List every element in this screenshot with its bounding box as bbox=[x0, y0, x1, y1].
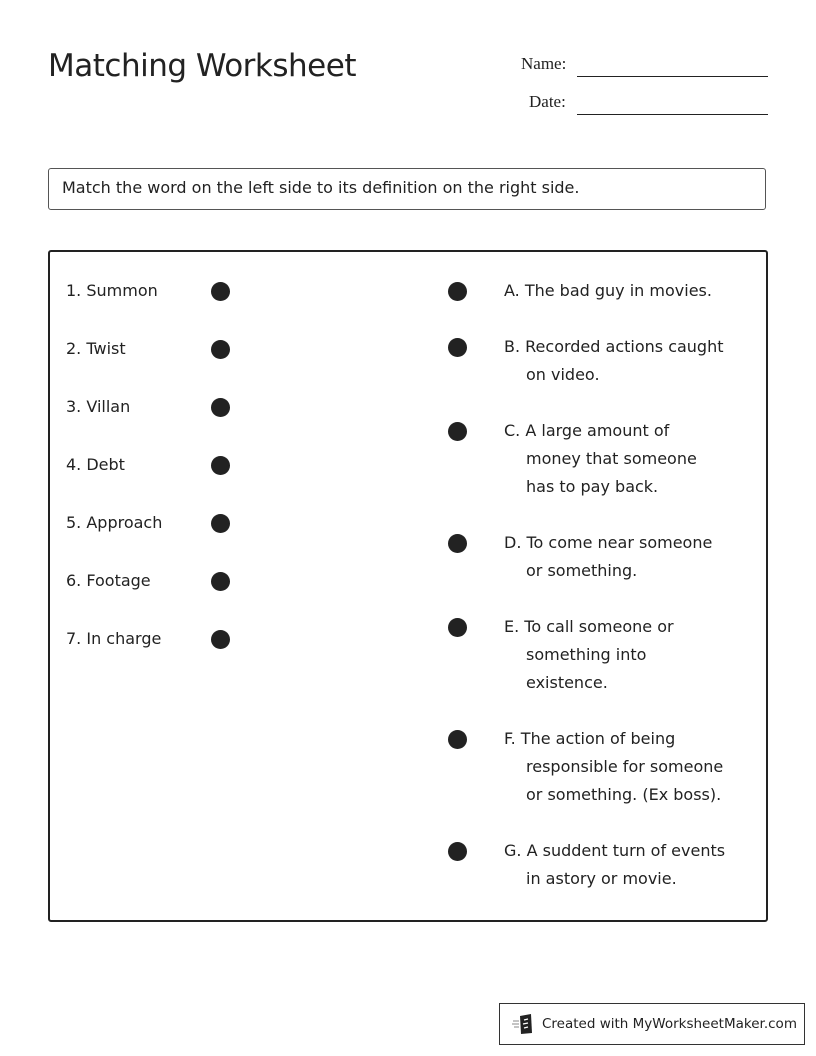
word-item: 5. Approach bbox=[66, 513, 163, 532]
definition-match-dot[interactable] bbox=[448, 422, 467, 441]
definition-line: in astory or movie. bbox=[526, 869, 677, 888]
definition-line: responsible for someone bbox=[526, 757, 724, 776]
definition-line: C. A large amount of bbox=[504, 421, 670, 440]
word-match-dot[interactable] bbox=[211, 630, 230, 649]
definition-item bbox=[504, 333, 724, 389]
definition-item bbox=[504, 613, 674, 697]
word-match-dot[interactable] bbox=[211, 572, 230, 591]
instructions: Match the word on the left side to its definition on the right side. bbox=[48, 168, 766, 210]
definition-match-dot[interactable] bbox=[448, 842, 467, 861]
definition-line: has to pay back. bbox=[526, 477, 659, 496]
footer-text: Created with MyWorksheetMaker.com bbox=[542, 1016, 797, 1032]
worksheet-maker-logo-icon bbox=[512, 1013, 534, 1035]
definition-item bbox=[504, 837, 725, 893]
definition-item bbox=[504, 417, 697, 501]
definition-line: something into bbox=[526, 645, 647, 664]
name-label: Name: bbox=[521, 54, 567, 73]
word-match-dot[interactable] bbox=[211, 340, 230, 359]
word-item: 2. Twist bbox=[66, 339, 126, 358]
word-match-dot[interactable] bbox=[211, 514, 230, 533]
definition-line: or something. (Ex boss). bbox=[526, 785, 722, 804]
word-item: 7. In charge bbox=[66, 629, 162, 648]
definition-line: money that someone bbox=[526, 449, 697, 468]
definition-line: or something. bbox=[526, 561, 638, 580]
name-line[interactable] bbox=[577, 76, 768, 77]
definition-item bbox=[504, 725, 723, 809]
page-title: Matching Worksheet bbox=[48, 48, 356, 84]
definition-line: D. To come near someone bbox=[504, 533, 713, 552]
definition-match-dot[interactable] bbox=[448, 282, 467, 301]
footer-credit bbox=[499, 1003, 805, 1045]
word-match-dot[interactable] bbox=[211, 456, 230, 475]
word-item: 6. Footage bbox=[66, 571, 151, 590]
definition-line: G. A suddent turn of events bbox=[504, 841, 726, 860]
word-match-dot[interactable] bbox=[211, 398, 230, 417]
definition-match-dot[interactable] bbox=[448, 730, 467, 749]
definition-match-dot[interactable] bbox=[448, 618, 467, 637]
word-item: 4. Debt bbox=[66, 455, 125, 474]
date-label: Date: bbox=[529, 92, 566, 111]
date-line[interactable] bbox=[577, 114, 768, 115]
definition-item bbox=[504, 529, 712, 585]
definition-line: B. Recorded actions caught bbox=[504, 337, 724, 356]
definition-match-dot[interactable] bbox=[448, 338, 467, 357]
definition-match-dot[interactable] bbox=[448, 534, 467, 553]
definition-line: existence. bbox=[526, 673, 608, 692]
definition-line: A. The bad guy in movies. bbox=[504, 281, 712, 300]
definition-line: E. To call someone or bbox=[504, 617, 674, 636]
word-match-dot[interactable] bbox=[211, 282, 230, 301]
definition-line: on video. bbox=[526, 365, 600, 384]
definition-line: F. The action of being bbox=[504, 729, 676, 748]
word-item: 1. Summon bbox=[66, 281, 158, 300]
definition-item bbox=[504, 277, 712, 305]
word-item: 3. Villan bbox=[66, 397, 131, 416]
